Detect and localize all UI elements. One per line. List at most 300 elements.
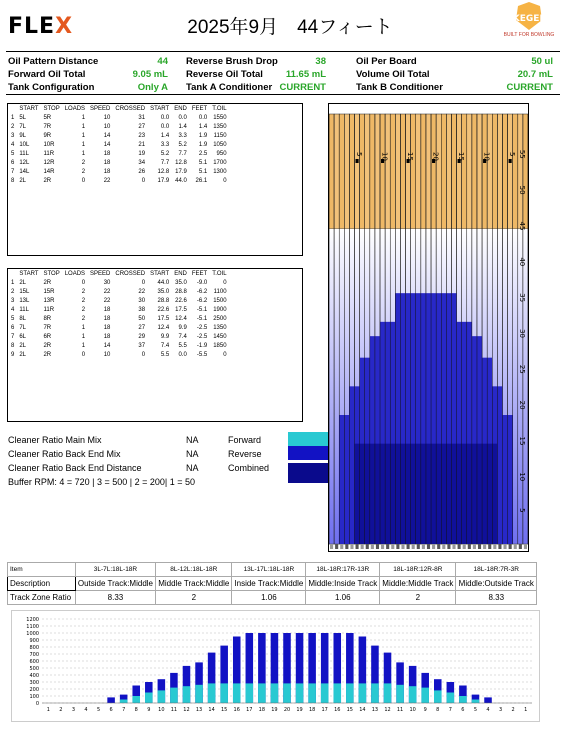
header-cell: END bbox=[174, 105, 187, 112]
y-tick-label: 800 bbox=[29, 645, 39, 651]
board-label: 15 bbox=[406, 152, 415, 161]
table-cell: 26 bbox=[138, 168, 146, 175]
page-title: 2025年9月 44フィート bbox=[187, 17, 393, 38]
foot-label: 10 bbox=[518, 472, 526, 482]
bar-forward bbox=[472, 700, 480, 704]
board-marker bbox=[361, 544, 364, 549]
buffer-rpm: Buffer RPM: 4 = 720 | 3 = 500 | 2 = 200| 1 = 50 bbox=[8, 477, 195, 487]
board-marker bbox=[458, 544, 461, 549]
table-cell: 0.0 bbox=[178, 351, 187, 358]
bar-forward bbox=[132, 696, 140, 703]
table-cell: 18 bbox=[103, 168, 111, 175]
table-cell: 8R bbox=[43, 315, 52, 322]
table-row bbox=[11, 122, 232, 131]
oil-board bbox=[329, 229, 334, 544]
x-tick-label: 8 bbox=[436, 707, 440, 713]
x-tick-label: 8 bbox=[134, 707, 138, 713]
table-row bbox=[11, 350, 232, 359]
table-cell: 35.0 bbox=[157, 288, 170, 295]
board-marker bbox=[366, 544, 369, 549]
table-cell: 4 bbox=[11, 306, 15, 313]
table-cell: 0 bbox=[141, 177, 146, 184]
table-cell: 11L bbox=[19, 306, 29, 313]
x-tick-label: 20 bbox=[283, 707, 291, 713]
description-label: Description bbox=[8, 577, 76, 591]
table-cell: 5R bbox=[43, 114, 52, 121]
table-cell: 22 bbox=[103, 297, 111, 304]
x-tick-label: 2 bbox=[59, 707, 63, 713]
table-cell: 10L bbox=[19, 141, 30, 148]
table-cell: -6.2 bbox=[196, 288, 208, 295]
foot-label: 40 bbox=[518, 257, 526, 267]
foot-label: 35 bbox=[518, 293, 526, 303]
x-tick-label: 2 bbox=[511, 707, 515, 713]
table-cell: 1700 bbox=[213, 159, 227, 166]
x-tick-label: 10 bbox=[409, 707, 416, 713]
y-tick-label: 200 bbox=[29, 687, 39, 693]
header-cell: FEET bbox=[191, 105, 208, 112]
table-cell: 17.5 bbox=[175, 306, 187, 313]
bar-forward bbox=[308, 683, 316, 703]
summary-value: 38 bbox=[315, 56, 326, 67]
x-tick-label: 15 bbox=[346, 707, 354, 713]
table-cell: 34 bbox=[138, 159, 146, 166]
table-cell: 1350 bbox=[213, 324, 227, 331]
table-cell: 37 bbox=[138, 342, 146, 349]
bar-forward bbox=[384, 683, 392, 703]
board-marker bbox=[345, 544, 348, 549]
table-cell: 1150 bbox=[213, 132, 227, 139]
table-cell: 2 bbox=[81, 168, 86, 175]
board-marker bbox=[412, 544, 415, 549]
x-tick-label: 5 bbox=[473, 707, 478, 713]
board-marker bbox=[442, 544, 445, 549]
foot-label: 50 bbox=[518, 185, 526, 195]
table-cell: 9.9 bbox=[178, 324, 187, 331]
table-cell: 2.5 bbox=[198, 150, 208, 157]
x-tick-label: 4 bbox=[486, 707, 490, 713]
x-tick-label: 3 bbox=[498, 707, 503, 713]
x-tick-label: 6 bbox=[109, 707, 113, 713]
table-cell: 1350 bbox=[213, 123, 227, 130]
table-row bbox=[11, 287, 232, 296]
board-marker bbox=[463, 544, 466, 549]
table-cell: 2R bbox=[43, 351, 52, 358]
board-marker bbox=[447, 544, 450, 549]
table-cell: 1.9 bbox=[198, 141, 208, 148]
table-row bbox=[11, 278, 232, 287]
header-cell bbox=[11, 269, 19, 278]
kegel-logo bbox=[498, 2, 560, 50]
table-cell: 21 bbox=[138, 141, 146, 148]
header-cell: STOP bbox=[43, 105, 60, 112]
table-cell: 12L bbox=[19, 159, 30, 166]
table-cell: 17.9 bbox=[157, 177, 170, 184]
logo-x: X bbox=[55, 14, 74, 39]
table-row bbox=[11, 296, 232, 305]
svg-text:KEGEL: KEGEL bbox=[512, 14, 546, 24]
header-cell: FEET bbox=[191, 270, 208, 277]
table-cell: 12.4 bbox=[175, 315, 187, 322]
zone-description: Inside Track:Middle bbox=[232, 577, 306, 591]
legend-label: Forward bbox=[228, 435, 262, 445]
table-cell: 9R bbox=[43, 132, 52, 139]
table-cell: 14L bbox=[19, 168, 30, 175]
bar-forward bbox=[258, 683, 266, 703]
table-row bbox=[11, 176, 232, 185]
header-cell: START bbox=[19, 270, 39, 277]
table-cell: 5 bbox=[11, 150, 15, 157]
board-label: 15 bbox=[457, 152, 466, 161]
table-cell: 1 bbox=[11, 114, 15, 121]
bar-forward bbox=[321, 683, 329, 703]
table-row bbox=[11, 167, 232, 176]
zone-range: 3L-7L:18L-18R bbox=[75, 563, 155, 577]
table-cell: 12.8 bbox=[157, 168, 170, 175]
summary-value: 11.65 mL bbox=[285, 69, 326, 80]
x-tick-label: 16 bbox=[334, 707, 341, 713]
table-cell: 17.5 bbox=[157, 315, 170, 322]
zone-ratio: 1.06 bbox=[232, 591, 306, 605]
summary-value: 20.7 mL bbox=[517, 69, 553, 80]
table-cell: 2R bbox=[43, 279, 52, 286]
table-header-row bbox=[11, 104, 232, 113]
board-marker bbox=[376, 544, 379, 549]
table-cell: 30 bbox=[138, 297, 146, 304]
x-tick-label: 6 bbox=[461, 707, 465, 713]
table-cell: 17.9 bbox=[175, 168, 187, 175]
zone-ratio: 8.33 bbox=[456, 591, 537, 605]
board-marker bbox=[371, 544, 374, 549]
oil-board bbox=[513, 229, 518, 544]
table-cell: 27 bbox=[138, 324, 146, 331]
table-cell: 5.5 bbox=[160, 351, 170, 358]
table-cell: 2L bbox=[19, 279, 27, 286]
table-cell: 5L bbox=[19, 114, 27, 121]
table-cell: 15R bbox=[43, 288, 55, 295]
table-cell: 27 bbox=[138, 123, 146, 130]
summary-value: Only A bbox=[137, 82, 168, 93]
table-cell: 7R bbox=[43, 123, 52, 130]
table-cell: 11R bbox=[43, 150, 55, 157]
table-cell: 2 bbox=[81, 306, 86, 313]
table-cell: 7.4 bbox=[160, 342, 170, 349]
table-cell: -2.5 bbox=[196, 333, 208, 340]
table-cell: 2500 bbox=[213, 315, 227, 322]
table-cell: 14R bbox=[43, 168, 55, 175]
x-tick-label: 17 bbox=[321, 707, 328, 713]
reverse-table-box bbox=[7, 268, 303, 422]
table-cell: 13L bbox=[19, 297, 30, 304]
board-label: 5 bbox=[355, 152, 364, 157]
foot-label: 30 bbox=[518, 329, 526, 338]
table-cell: 7R bbox=[43, 324, 52, 331]
flex-logo bbox=[8, 14, 73, 39]
cleaner-label: Cleaner Ratio Main Mix bbox=[8, 435, 102, 445]
cleaner-label: Cleaner Ratio Back End Distance bbox=[8, 463, 142, 473]
table-row bbox=[11, 323, 232, 332]
table-cell: 0.0 bbox=[198, 114, 208, 121]
table-cell: 1900 bbox=[213, 306, 227, 313]
x-tick-label: 15 bbox=[220, 707, 228, 713]
table-cell: 5.1 bbox=[198, 159, 208, 166]
y-tick-label: 500 bbox=[29, 666, 39, 672]
summary-value: CURRENT bbox=[506, 82, 553, 93]
bar-forward bbox=[396, 685, 404, 703]
board-label: 20 bbox=[431, 152, 440, 161]
summary-divider bbox=[6, 94, 560, 95]
summary-label: Forward Oil Total bbox=[8, 69, 86, 80]
table-cell: 18 bbox=[103, 306, 111, 313]
table-cell: 30 bbox=[103, 279, 111, 286]
board-marker bbox=[478, 544, 481, 549]
table-row bbox=[11, 149, 232, 158]
bar-forward bbox=[447, 693, 455, 704]
zone-range: 18L-18R:7R-3R bbox=[456, 563, 537, 577]
table-cell: 10 bbox=[103, 351, 111, 358]
board-marker bbox=[427, 544, 430, 549]
table-cell: 28.8 bbox=[157, 297, 170, 304]
table-cell: 44.0 bbox=[157, 279, 170, 286]
header-cell: START bbox=[150, 105, 170, 112]
cleaner-value: NA bbox=[186, 463, 199, 473]
table-cell: 0 bbox=[141, 279, 146, 286]
table-cell: 38 bbox=[138, 306, 146, 313]
summary-row bbox=[8, 56, 553, 70]
bar-forward bbox=[346, 683, 354, 703]
table-cell: 2L bbox=[19, 351, 27, 358]
table-cell: 9.9 bbox=[160, 333, 170, 340]
table-cell: 12.4 bbox=[157, 324, 170, 331]
foot-label: 55 bbox=[518, 149, 526, 159]
table-row bbox=[11, 314, 232, 323]
table-cell: 1 bbox=[81, 132, 86, 139]
ratio-label: Track Zone Ratio bbox=[8, 591, 76, 605]
board-marker bbox=[437, 544, 440, 549]
x-tick-label: 18 bbox=[258, 707, 266, 713]
y-tick-label: 700 bbox=[29, 652, 39, 658]
table-cell: 2 bbox=[81, 315, 86, 322]
table-cell: 22 bbox=[138, 288, 146, 295]
header-cell: LOADS bbox=[64, 270, 86, 277]
table-cell: 11R bbox=[43, 306, 55, 313]
table-cell: 28.8 bbox=[175, 288, 187, 295]
bar-forward bbox=[296, 683, 304, 703]
board-marker bbox=[407, 544, 410, 549]
table-cell: 44.0 bbox=[175, 177, 187, 184]
header-cell: LOADS bbox=[64, 105, 86, 112]
table-cell: 3.3 bbox=[178, 132, 187, 139]
x-tick-label: 13 bbox=[371, 707, 379, 713]
table-cell: 8 bbox=[11, 342, 15, 349]
table-cell: 5 bbox=[11, 315, 15, 322]
x-tick-label: 4 bbox=[84, 707, 88, 713]
bar-forward bbox=[359, 683, 367, 703]
summary-label: Tank Configuration bbox=[8, 82, 95, 93]
zone-ratio: 2 bbox=[380, 591, 456, 605]
zone-ratio: 2 bbox=[156, 591, 232, 605]
board-marker bbox=[381, 544, 384, 549]
table-cell: 1.4 bbox=[178, 123, 187, 130]
table-cell: 1 bbox=[81, 342, 86, 349]
table-cell: 2 bbox=[81, 288, 86, 295]
table-cell: 8 bbox=[11, 177, 15, 184]
bar-forward bbox=[233, 683, 241, 703]
header-cell: T.OIL bbox=[212, 105, 227, 112]
zone-ratio: 1.06 bbox=[306, 591, 380, 605]
table-cell: 0.0 bbox=[160, 114, 170, 121]
forward-table-box bbox=[7, 103, 303, 256]
table-cell: 1 bbox=[81, 333, 86, 340]
bar-forward bbox=[434, 690, 442, 703]
legend-label: Reverse bbox=[228, 449, 262, 459]
table-cell: 14 bbox=[103, 141, 111, 148]
table-cell: 14 bbox=[103, 342, 111, 349]
target-arrow bbox=[356, 159, 359, 163]
table-cell: 31 bbox=[138, 114, 146, 121]
header-cell: CROSSED bbox=[115, 270, 146, 277]
kegel-seal-icon bbox=[498, 2, 560, 32]
bar-forward bbox=[271, 683, 279, 703]
table-cell: 1450 bbox=[213, 333, 227, 340]
header-cell: STOP bbox=[43, 270, 60, 277]
header-cell: START bbox=[19, 105, 39, 112]
bar-forward bbox=[208, 683, 216, 703]
x-tick-label: 14 bbox=[359, 707, 366, 713]
table-cell: -9.0 bbox=[196, 279, 208, 286]
table-cell: 14 bbox=[103, 132, 111, 139]
table-cell: 2L bbox=[19, 177, 27, 184]
table-cell: 1300 bbox=[213, 168, 227, 175]
table-row bbox=[11, 332, 232, 341]
kegel-tagline: BUILT FOR BOWLING bbox=[503, 32, 555, 38]
table-cell: 5.2 bbox=[160, 150, 170, 157]
table-cell: 4 bbox=[11, 141, 15, 148]
table-cell: 12.8 bbox=[175, 159, 187, 166]
table-cell: -5.1 bbox=[196, 315, 208, 322]
table-cell: 15L bbox=[19, 288, 30, 295]
table-cell: 6 bbox=[11, 324, 15, 331]
bar-forward bbox=[158, 690, 166, 703]
table-cell: 29 bbox=[138, 333, 146, 340]
table-cell: 3 bbox=[11, 132, 15, 139]
zone-ratio: 8.33 bbox=[75, 591, 155, 605]
bar-forward bbox=[459, 696, 467, 703]
y-tick-label: 1200 bbox=[26, 617, 39, 623]
table-cell: 0 bbox=[223, 351, 227, 358]
header-cell: SPEED bbox=[90, 270, 111, 277]
table-cell: 10 bbox=[103, 114, 111, 121]
table-cell: 50 bbox=[138, 315, 146, 322]
table-row bbox=[11, 113, 232, 122]
table-cell: 6R bbox=[43, 333, 52, 340]
table-header-row bbox=[11, 269, 232, 278]
table-cell: 5.2 bbox=[178, 141, 187, 148]
table-cell: 7L bbox=[19, 324, 27, 331]
table-row bbox=[11, 140, 232, 149]
table-cell: 22.6 bbox=[175, 297, 187, 304]
table-cell: 10 bbox=[103, 123, 111, 130]
board-marker bbox=[503, 544, 506, 549]
summary-value: 50 ul bbox=[531, 56, 553, 67]
x-tick-label: 18 bbox=[308, 707, 316, 713]
zone-description: Middle:Outside Track bbox=[456, 577, 537, 591]
header-cell: END bbox=[174, 270, 187, 277]
table-cell: 5.5 bbox=[178, 342, 187, 349]
x-tick-label: 9 bbox=[423, 707, 427, 713]
oil-board bbox=[334, 229, 339, 544]
board-marker bbox=[488, 544, 491, 549]
zone-description: Middle Track:Middle bbox=[156, 577, 232, 591]
header-cell: T.OIL bbox=[212, 270, 227, 277]
x-tick-label: 13 bbox=[195, 707, 203, 713]
x-tick-label: 1 bbox=[524, 707, 528, 713]
table-cell: 18 bbox=[103, 150, 111, 157]
table-cell: 1850 bbox=[213, 342, 227, 349]
board-marker bbox=[422, 544, 425, 549]
table-cell: 7.4 bbox=[178, 333, 187, 340]
table-cell: 1100 bbox=[213, 288, 227, 295]
table-cell: 1550 bbox=[213, 114, 227, 121]
x-tick-label: 7 bbox=[122, 707, 126, 713]
table-cell: 0 bbox=[223, 177, 227, 184]
x-tick-label: 12 bbox=[183, 707, 190, 713]
summary-value: CURRENT bbox=[279, 82, 326, 93]
board-marker bbox=[514, 544, 517, 549]
y-tick-label: 300 bbox=[29, 680, 39, 686]
oil-board bbox=[523, 229, 528, 544]
summary-value: 44 bbox=[157, 56, 168, 67]
table-cell: 3.3 bbox=[160, 141, 170, 148]
summary-label: Oil Per Board bbox=[356, 56, 417, 67]
legend-swatch bbox=[288, 446, 328, 460]
summary-label: Oil Pattern Distance bbox=[8, 56, 99, 67]
board-marker bbox=[473, 544, 476, 549]
table-cell: 23 bbox=[138, 132, 146, 139]
table-cell: 2L bbox=[19, 342, 27, 349]
bar-forward bbox=[220, 683, 228, 703]
foot-label: 25 bbox=[518, 364, 526, 374]
table-cell: 1500 bbox=[213, 297, 227, 304]
table-cell: 1.4 bbox=[160, 132, 170, 139]
board-marker bbox=[468, 544, 471, 549]
table-cell: 2R bbox=[43, 342, 52, 349]
y-tick-label: 0 bbox=[35, 701, 39, 707]
table-cell: 3 bbox=[11, 297, 15, 304]
y-tick-label: 100 bbox=[29, 694, 39, 700]
x-tick-label: 10 bbox=[158, 707, 165, 713]
board-marker bbox=[401, 544, 404, 549]
x-tick-label: 16 bbox=[233, 707, 240, 713]
board-marker bbox=[356, 544, 359, 549]
x-tick-label: 17 bbox=[246, 707, 253, 713]
table-cell: 1 bbox=[81, 150, 86, 157]
summary-row bbox=[8, 69, 553, 83]
board-marker bbox=[391, 544, 394, 549]
table-cell: 0 bbox=[223, 279, 227, 286]
table-cell: 22 bbox=[103, 177, 111, 184]
bar-forward bbox=[409, 686, 417, 703]
zone-range: 13L-17L:18L-18R bbox=[232, 563, 306, 577]
table-cell: 0 bbox=[81, 351, 86, 358]
table-cell: -5.5 bbox=[196, 351, 208, 358]
x-tick-label: 1 bbox=[46, 707, 50, 713]
oil-pattern-graph bbox=[328, 103, 529, 552]
header-cell: START bbox=[150, 270, 170, 277]
table-cell: 1 bbox=[11, 279, 15, 286]
forward-table bbox=[11, 104, 232, 185]
table-row bbox=[11, 341, 232, 350]
